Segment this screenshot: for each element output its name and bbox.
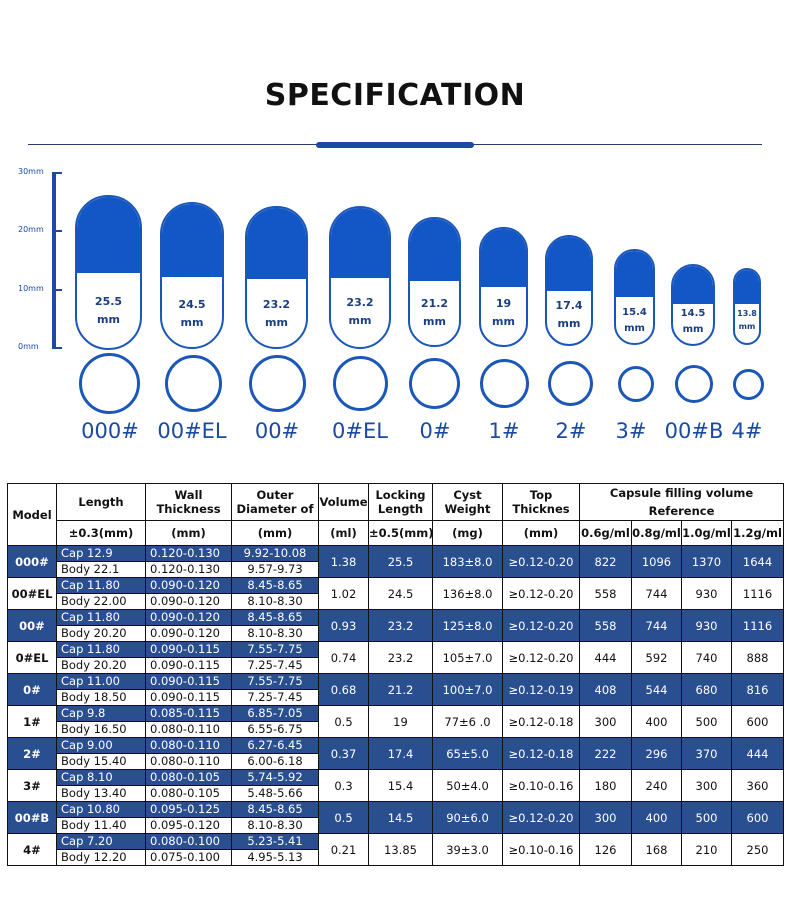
length-cell-cap: Cap 11.80 bbox=[57, 642, 145, 658]
capsule-length: 24.5 bbox=[178, 298, 206, 311]
capsule-length-unit: mm bbox=[557, 316, 581, 330]
length-cell-cap: Cap 8.10 bbox=[57, 770, 145, 786]
table-row bbox=[8, 578, 784, 610]
header-wall-unit: (mm) bbox=[146, 521, 232, 546]
ruler-tick bbox=[52, 230, 62, 232]
header-filling-volume: Capsule filling volume Reference bbox=[580, 484, 784, 521]
model-cell: 0# bbox=[8, 674, 57, 706]
outer-diameter-cell-body: 5.48-5.66 bbox=[232, 786, 318, 801]
length-cell-body: Body 22.00 bbox=[57, 594, 145, 609]
wall-cell-body: 0.080-0.105 bbox=[146, 786, 231, 801]
length-cell-body: Body 20.20 bbox=[57, 658, 145, 673]
capsule-cap-part bbox=[616, 251, 653, 297]
length-cell-cap: Cap 7.20 bbox=[57, 834, 145, 850]
capsule-length-unit: mm bbox=[682, 324, 704, 335]
locking-length-cell: 21.2 bbox=[369, 674, 433, 706]
model-cell: 00#EL bbox=[8, 578, 57, 610]
top-thickness-cell: ≥0.10-0.16 bbox=[503, 834, 580, 866]
wall-cell-cap: 0.095-0.125 bbox=[146, 802, 231, 818]
locking-length-cell: 23.2 bbox=[369, 610, 433, 642]
capsule-size-label: 4# bbox=[731, 419, 763, 443]
capsule-cross-section bbox=[548, 361, 593, 406]
top-thickness-cell: ≥0.12-0.18 bbox=[503, 738, 580, 770]
volume-cell: 0.5 bbox=[319, 706, 369, 738]
top-thickness-cell: ≥0.12-0.18 bbox=[503, 706, 580, 738]
wall-cell-cap: 0.085-0.115 bbox=[146, 706, 231, 722]
volume-cell: 0.93 bbox=[319, 610, 369, 642]
volume-cell: 0.74 bbox=[319, 642, 369, 674]
outer-diameter-cell-cap: 7.55-7.75 bbox=[232, 674, 318, 690]
filling-volume-cell: 210 bbox=[682, 834, 732, 866]
capsule-length: 25.5 bbox=[94, 295, 123, 308]
wall-cell bbox=[146, 642, 232, 674]
filling-volume-cell: 250 bbox=[732, 834, 784, 866]
length-cell bbox=[57, 802, 146, 834]
cyst-weight-cell: 100±7.0 bbox=[433, 674, 503, 706]
header-top-thickness: Top Thicknes bbox=[503, 484, 580, 521]
wall-cell-body: 0.080-0.110 bbox=[146, 754, 231, 769]
filling-volume-cell: 1644 bbox=[732, 546, 784, 578]
locking-length-cell: 25.5 bbox=[369, 546, 433, 578]
filling-volume-cell: 744 bbox=[632, 578, 682, 610]
table-row bbox=[8, 674, 784, 706]
ruler-tick-label: 0mm bbox=[18, 342, 39, 351]
filling-volume-cell: 444 bbox=[732, 738, 784, 770]
header-volume: Volume bbox=[319, 484, 369, 521]
capsule-length-unit: mm bbox=[348, 313, 372, 327]
capsule-length: 23.2 bbox=[262, 298, 291, 311]
table-row bbox=[8, 834, 784, 866]
wall-cell-body: 0.120-0.130 bbox=[146, 562, 231, 577]
outer-diameter-cell-cap: 6.27-6.45 bbox=[232, 738, 318, 754]
filling-volume-cell: 822 bbox=[580, 546, 632, 578]
filling-volume-cell: 400 bbox=[632, 802, 682, 834]
table-row bbox=[8, 770, 784, 802]
wall-cell bbox=[146, 546, 232, 578]
top-thickness-cell: ≥0.12-0.19 bbox=[503, 674, 580, 706]
capsule-cross-section bbox=[733, 369, 764, 400]
outer-diameter-cell bbox=[232, 578, 319, 610]
length-cell-body: Body 18.50 bbox=[57, 690, 145, 705]
top-thickness-cell: ≥0.12-0.20 bbox=[503, 610, 580, 642]
filling-volume-cell: 544 bbox=[632, 674, 682, 706]
capsule-size-label: 2# bbox=[555, 419, 587, 443]
wall-cell-cap: 0.120-0.130 bbox=[146, 546, 231, 562]
filling-volume-cell: 930 bbox=[682, 578, 732, 610]
outer-diameter-cell bbox=[232, 642, 319, 674]
model-cell: 3# bbox=[8, 770, 57, 802]
capsule-length-unit: mm bbox=[423, 314, 446, 328]
length-cell-cap: Cap 11.00 bbox=[57, 674, 145, 690]
filling-volume-cell: 1096 bbox=[632, 546, 682, 578]
table-row bbox=[8, 706, 784, 738]
ruler-tick-label: 10mm bbox=[18, 284, 44, 293]
outer-diameter-cell-cap: 9.92-10.08 bbox=[232, 546, 318, 562]
header-outer-diameter: Outer Diameter of bbox=[232, 484, 319, 521]
volume-cell: 0.68 bbox=[319, 674, 369, 706]
wall-cell-body: 0.095-0.120 bbox=[146, 818, 231, 833]
length-cell-body: Body 22.1 bbox=[57, 562, 145, 577]
specification-body bbox=[8, 546, 784, 866]
outer-diameter-cell bbox=[232, 802, 319, 834]
model-cell: 2# bbox=[8, 738, 57, 770]
capsule-cap-part bbox=[547, 237, 591, 291]
capsule-cross-section bbox=[79, 353, 140, 414]
length-cell bbox=[57, 706, 146, 738]
wall-cell bbox=[146, 834, 232, 866]
volume-cell: 0.37 bbox=[319, 738, 369, 770]
volume-cell: 1.02 bbox=[319, 578, 369, 610]
top-thickness-cell: ≥0.12-0.20 bbox=[503, 802, 580, 834]
capsule-cross-section bbox=[333, 356, 388, 411]
filling-volume-cell: 222 bbox=[580, 738, 632, 770]
outer-diameter-cell-body: 4.95-5.13 bbox=[232, 850, 318, 865]
cyst-weight-cell: 50±4.0 bbox=[433, 770, 503, 802]
capsule-length: 13.8 bbox=[737, 309, 757, 318]
capsule-length: 23.2 bbox=[346, 296, 374, 309]
capsule-length: 14.5 bbox=[680, 308, 706, 319]
length-cell bbox=[57, 642, 146, 674]
filling-volume-cell: 300 bbox=[580, 706, 632, 738]
filling-volume-cell: 296 bbox=[632, 738, 682, 770]
top-thickness-cell: ≥0.12-0.20 bbox=[503, 642, 580, 674]
outer-diameter-cell bbox=[232, 610, 319, 642]
length-cell bbox=[57, 770, 146, 802]
model-cell: 00# bbox=[8, 610, 57, 642]
outer-diameter-cell bbox=[232, 738, 319, 770]
locking-length-cell: 15.4 bbox=[369, 770, 433, 802]
top-thickness-cell: ≥0.10-0.16 bbox=[503, 770, 580, 802]
title-divider-accent bbox=[316, 142, 474, 148]
filling-volume-cell: 300 bbox=[682, 770, 732, 802]
outer-diameter-cell bbox=[232, 834, 319, 866]
capsule-cap-part bbox=[410, 219, 459, 281]
filling-volume-cell: 500 bbox=[682, 802, 732, 834]
model-cell: 0#EL bbox=[8, 642, 57, 674]
capsule-size-label: 0# bbox=[419, 419, 451, 443]
table-row bbox=[8, 802, 784, 834]
length-cell-cap: Cap 12.9 bbox=[57, 546, 145, 562]
capsule-length: 17.4 bbox=[555, 299, 583, 312]
ruler-tick bbox=[52, 289, 62, 291]
capsule-length: 15.4 bbox=[622, 307, 647, 318]
outer-diameter-cell-body: 8.10-8.30 bbox=[232, 626, 318, 641]
capsule-drawing bbox=[329, 206, 391, 349]
locking-length-cell: 14.5 bbox=[369, 802, 433, 834]
filling-volume-cell: 558 bbox=[580, 610, 632, 642]
wall-cell-cap: 0.080-0.100 bbox=[146, 834, 231, 850]
locking-length-cell: 23.2 bbox=[369, 642, 433, 674]
capsule-cross-section bbox=[675, 365, 713, 403]
volume-cell: 1.38 bbox=[319, 546, 369, 578]
length-cell-body: Body 20.20 bbox=[57, 626, 145, 641]
length-cell-cap: Cap 9.8 bbox=[57, 706, 145, 722]
header-locking-unit: ±0.5(mm) bbox=[369, 521, 433, 546]
length-cell bbox=[57, 674, 146, 706]
wall-cell bbox=[146, 706, 232, 738]
ruler-tick-label: 30mm bbox=[18, 167, 44, 176]
capsule-length-unit: mm bbox=[265, 315, 288, 329]
length-cell-body: Body 11.40 bbox=[57, 818, 145, 833]
capsule-length-unit: mm bbox=[180, 315, 204, 329]
capsule-cross-section bbox=[249, 355, 306, 412]
wall-cell-cap: 0.090-0.115 bbox=[146, 642, 231, 658]
filling-volume-cell: 888 bbox=[732, 642, 784, 674]
capsule-cross-section bbox=[618, 366, 654, 402]
model-cell: 1# bbox=[8, 706, 57, 738]
capsule-cross-section bbox=[480, 359, 529, 408]
cyst-weight-cell: 136±8.0 bbox=[433, 578, 503, 610]
specification-table bbox=[7, 483, 784, 866]
page-title: SPECIFICATION bbox=[264, 78, 526, 113]
outer-diameter-cell bbox=[232, 546, 319, 578]
capsule-size-label: 3# bbox=[615, 419, 647, 443]
header-density: 0.8g/ml bbox=[632, 521, 682, 546]
filling-volume-cell: 1116 bbox=[732, 578, 784, 610]
capsule-cap-part bbox=[481, 229, 526, 287]
length-cell bbox=[57, 578, 146, 610]
wall-cell-body: 0.090-0.115 bbox=[146, 690, 231, 705]
filling-volume-cell: 168 bbox=[632, 834, 682, 866]
volume-cell: 0.5 bbox=[319, 802, 369, 834]
header-volume-unit: (ml) bbox=[319, 521, 369, 546]
length-cell bbox=[57, 738, 146, 770]
wall-cell bbox=[146, 610, 232, 642]
cyst-weight-cell: 65±5.0 bbox=[433, 738, 503, 770]
top-thickness-cell: ≥0.12-0.20 bbox=[503, 578, 580, 610]
header-top-unit: (mm) bbox=[503, 521, 580, 546]
length-cell-cap: Cap 10.80 bbox=[57, 802, 145, 818]
header-locking-length: Locking Length bbox=[369, 484, 433, 521]
filling-volume-cell: 500 bbox=[682, 706, 732, 738]
capsule-drawing bbox=[671, 264, 715, 346]
filling-volume-cell: 600 bbox=[732, 706, 784, 738]
outer-diameter-cell-body: 8.10-8.30 bbox=[232, 594, 318, 609]
filling-volume-cell: 400 bbox=[632, 706, 682, 738]
outer-diameter-cell-cap: 8.45-8.65 bbox=[232, 610, 318, 626]
filling-volume-cell: 592 bbox=[632, 642, 682, 674]
top-thickness-cell: ≥0.12-0.20 bbox=[503, 546, 580, 578]
capsule-length-unit: mm bbox=[97, 312, 120, 326]
filling-volume-cell: 240 bbox=[632, 770, 682, 802]
header-outer-unit: (mm) bbox=[232, 521, 319, 546]
cyst-weight-cell: 125±8.0 bbox=[433, 610, 503, 642]
header-cyst-unit: (mg) bbox=[433, 521, 503, 546]
outer-diameter-cell bbox=[232, 674, 319, 706]
capsule-cross-section bbox=[409, 358, 460, 409]
length-cell-body: Body 13.40 bbox=[57, 786, 145, 801]
capsule-length: 21.2 bbox=[420, 297, 449, 310]
capsule-cap-part bbox=[247, 208, 306, 279]
filling-volume-cell: 408 bbox=[580, 674, 632, 706]
model-cell: 000# bbox=[8, 546, 57, 578]
capsule-drawing bbox=[479, 227, 528, 347]
length-cell-body: Body 15.40 bbox=[57, 754, 145, 769]
outer-diameter-cell-body: 7.25-7.45 bbox=[232, 658, 318, 673]
filling-volume-cell: 180 bbox=[580, 770, 632, 802]
filling-volume-cell: 1116 bbox=[732, 610, 784, 642]
model-cell: 00#B bbox=[8, 802, 57, 834]
capsule-drawing bbox=[614, 249, 655, 345]
wall-cell-body: 0.080-0.110 bbox=[146, 722, 231, 737]
filling-volume-cell: 744 bbox=[632, 610, 682, 642]
outer-diameter-cell bbox=[232, 770, 319, 802]
capsule-length-unit: mm bbox=[738, 321, 756, 331]
capsule-size-label: 000# bbox=[81, 419, 139, 443]
capsule-size-label: 0#EL bbox=[332, 419, 388, 443]
length-cell-cap: Cap 11.80 bbox=[57, 610, 145, 626]
capsule-cap-part bbox=[735, 270, 759, 304]
wall-cell-cap: 0.080-0.105 bbox=[146, 770, 231, 786]
capsule-size-label: 00#EL bbox=[157, 419, 227, 443]
locking-length-cell: 17.4 bbox=[369, 738, 433, 770]
filling-volume-cell: 680 bbox=[682, 674, 732, 706]
length-cell-body: Body 16.50 bbox=[57, 722, 145, 737]
wall-cell-cap: 0.090-0.120 bbox=[146, 610, 231, 626]
length-cell bbox=[57, 834, 146, 866]
length-cell-body: Body 12.20 bbox=[57, 850, 145, 865]
capsule-length-unit: mm bbox=[492, 314, 515, 328]
volume-cell: 0.21 bbox=[319, 834, 369, 866]
table-row bbox=[8, 642, 784, 674]
header-cyst-weight: Cyst Weight bbox=[433, 484, 503, 521]
outer-diameter-cell-cap: 8.45-8.65 bbox=[232, 578, 318, 594]
filling-volume-cell: 740 bbox=[682, 642, 732, 674]
header-density: 1.0g/ml bbox=[682, 521, 732, 546]
outer-diameter-cell-body: 6.00-6.18 bbox=[232, 754, 318, 769]
header-density: 1.2g/ml bbox=[732, 521, 784, 546]
locking-length-cell: 24.5 bbox=[369, 578, 433, 610]
wall-cell bbox=[146, 674, 232, 706]
wall-cell-body: 0.090-0.120 bbox=[146, 626, 231, 641]
table-row bbox=[8, 738, 784, 770]
wall-cell-body: 0.090-0.120 bbox=[146, 594, 231, 609]
capsule-drawing bbox=[160, 202, 224, 349]
capsule-length: 19 bbox=[495, 297, 512, 310]
capsule-size-label: 00# bbox=[254, 419, 300, 443]
cyst-weight-cell: 39±3.0 bbox=[433, 834, 503, 866]
table-row bbox=[8, 610, 784, 642]
capsule-size-label: 1# bbox=[488, 419, 520, 443]
outer-diameter-cell-cap: 7.55-7.75 bbox=[232, 642, 318, 658]
volume-cell: 0.3 bbox=[319, 770, 369, 802]
capsule-length-unit: mm bbox=[624, 323, 645, 334]
outer-diameter-cell-cap: 6.85-7.05 bbox=[232, 706, 318, 722]
header-model: Model bbox=[8, 484, 57, 546]
outer-diameter-cell-cap: 8.45-8.65 bbox=[232, 802, 318, 818]
wall-cell bbox=[146, 578, 232, 610]
wall-cell-cap: 0.080-0.110 bbox=[146, 738, 231, 754]
wall-cell-cap: 0.090-0.115 bbox=[146, 674, 231, 690]
ruler-tick-label: 20mm bbox=[18, 225, 44, 234]
capsule-cap-part bbox=[331, 208, 389, 278]
capsule-cap-part bbox=[77, 197, 140, 273]
header-length-unit: ±0.3(mm) bbox=[57, 521, 146, 546]
length-cell bbox=[57, 546, 146, 578]
ruler-tick bbox=[52, 347, 62, 349]
capsule-cross-section bbox=[165, 355, 222, 412]
cyst-weight-cell: 77±6 .0 bbox=[433, 706, 503, 738]
length-cell bbox=[57, 610, 146, 642]
filling-volume-cell: 300 bbox=[580, 802, 632, 834]
length-cell-cap: Cap 9.00 bbox=[57, 738, 145, 754]
locking-length-cell: 13.85 bbox=[369, 834, 433, 866]
capsule-drawing bbox=[733, 268, 761, 345]
filling-volume-cell: 558 bbox=[580, 578, 632, 610]
filling-volume-cell: 816 bbox=[732, 674, 784, 706]
capsule-cap-part bbox=[162, 204, 222, 277]
cyst-weight-cell: 105±7.0 bbox=[433, 642, 503, 674]
capsule-drawing bbox=[75, 195, 142, 350]
wall-cell bbox=[146, 738, 232, 770]
outer-diameter-cell-body: 8.10-8.30 bbox=[232, 818, 318, 833]
cyst-weight-cell: 90±6.0 bbox=[433, 802, 503, 834]
filling-volume-cell: 360 bbox=[732, 770, 784, 802]
wall-cell bbox=[146, 802, 232, 834]
capsule-cap-part bbox=[673, 266, 713, 304]
capsule-drawing bbox=[408, 217, 461, 347]
outer-diameter-cell bbox=[232, 706, 319, 738]
cyst-weight-cell: 183±8.0 bbox=[433, 546, 503, 578]
wall-cell-body: 0.075-0.100 bbox=[146, 850, 231, 865]
wall-cell-body: 0.090-0.115 bbox=[146, 658, 231, 673]
header-length: Length bbox=[57, 484, 146, 521]
capsule-size-label: 00#B bbox=[664, 419, 724, 443]
outer-diameter-cell-body: 7.25-7.45 bbox=[232, 690, 318, 705]
ruler-bar bbox=[52, 172, 56, 348]
filling-volume-cell: 444 bbox=[580, 642, 632, 674]
capsule-drawing bbox=[245, 206, 308, 349]
capsule-drawing bbox=[545, 235, 593, 346]
wall-cell-cap: 0.090-0.120 bbox=[146, 578, 231, 594]
ruler-tick bbox=[52, 172, 62, 174]
table-row bbox=[8, 546, 784, 578]
outer-diameter-cell-body: 6.55-6.75 bbox=[232, 722, 318, 737]
length-cell-cap: Cap 11.80 bbox=[57, 578, 145, 594]
outer-diameter-cell-cap: 5.74-5.92 bbox=[232, 770, 318, 786]
header-wall-thickness: Wall Thickness bbox=[146, 484, 232, 521]
outer-diameter-cell-cap: 5.23-5.41 bbox=[232, 834, 318, 850]
wall-cell bbox=[146, 770, 232, 802]
filling-volume-cell: 370 bbox=[682, 738, 732, 770]
outer-diameter-cell-body: 9.57-9.73 bbox=[232, 562, 318, 577]
filling-volume-cell: 600 bbox=[732, 802, 784, 834]
locking-length-cell: 19 bbox=[369, 706, 433, 738]
header-density: 0.6g/ml bbox=[580, 521, 632, 546]
filling-volume-cell: 1370 bbox=[682, 546, 732, 578]
filling-volume-cell: 930 bbox=[682, 610, 732, 642]
filling-volume-cell: 126 bbox=[580, 834, 632, 866]
model-cell: 4# bbox=[8, 834, 57, 866]
